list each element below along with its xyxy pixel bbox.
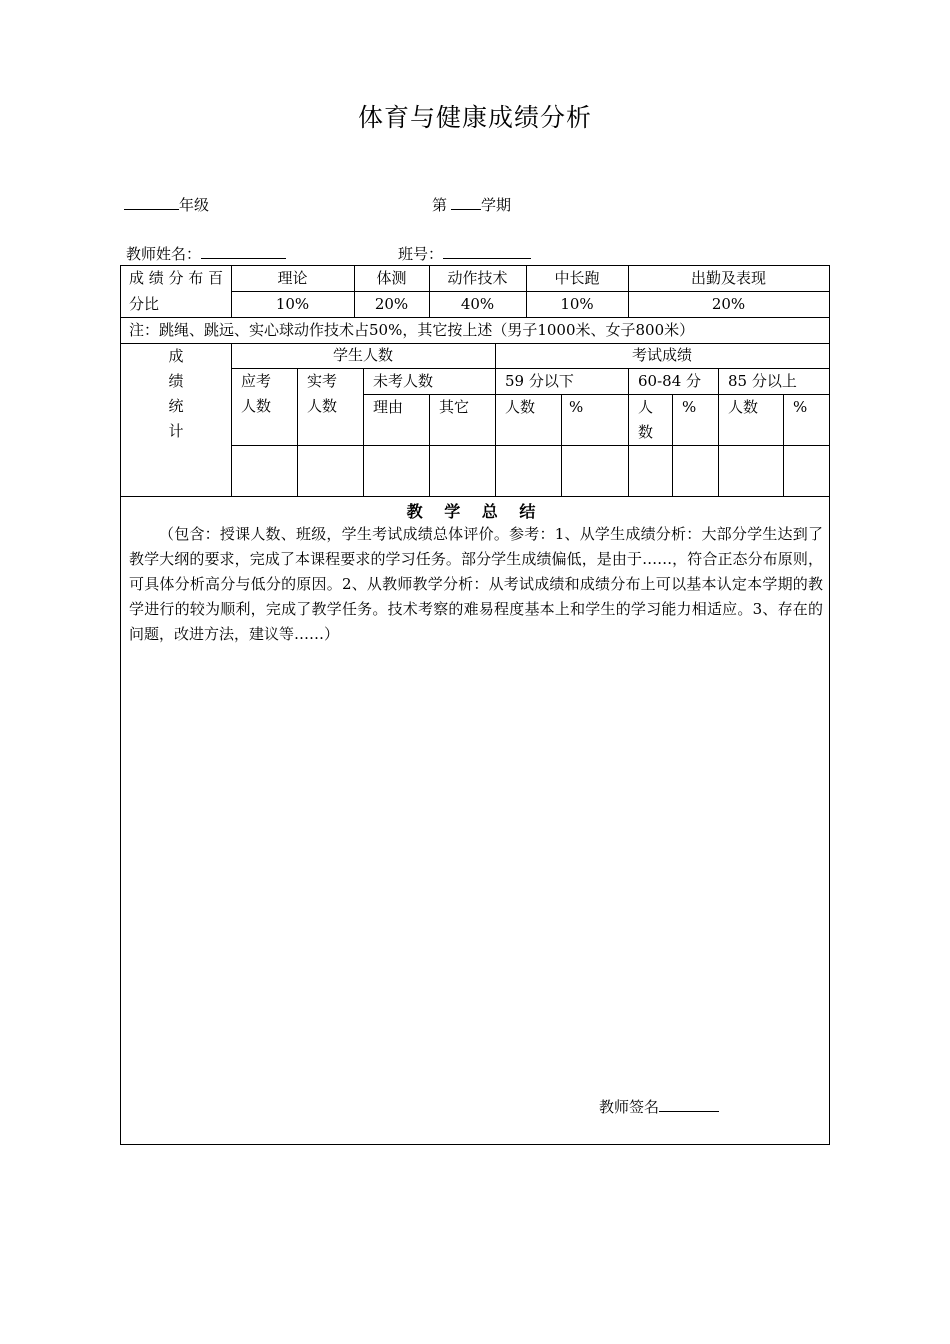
stats-side-label: 成 [168, 347, 184, 365]
rule [363, 394, 829, 395]
fitness-test-header: 体测 [376, 269, 407, 287]
semester-prefix: 第 [432, 196, 448, 214]
grade-line [124, 194, 209, 215]
rule [783, 394, 784, 496]
should-take-label: 应考 [241, 372, 272, 390]
teacher-line [126, 243, 286, 264]
other-label: 其它 [439, 398, 470, 416]
percent-label: % [793, 398, 808, 416]
actually-took-label: 人数 [307, 397, 338, 415]
grade-label: 年级 [179, 196, 210, 214]
count-label: 数 [638, 423, 654, 441]
weighting-note: 注：跳绳、跳远、实心球动作技术占50%，其它按上述（男子1000米、女子800米） [129, 321, 695, 339]
semester-line [432, 194, 511, 215]
exam-results-header: 考试成绩 [631, 346, 692, 364]
not-taken-label: 未考人数 [373, 372, 434, 390]
analysis-form [120, 265, 830, 1145]
distance-run-header: 中长跑 [554, 269, 600, 287]
should-take-label: 人数 [241, 397, 272, 415]
distance-run-value: 10% [560, 295, 594, 313]
rule [561, 394, 562, 496]
below-59-label: 59 分以下 [505, 372, 574, 390]
grade-blank[interactable] [124, 195, 179, 210]
attendance-header: 出勤及表现 [690, 269, 766, 287]
class-line [398, 243, 531, 264]
stats-side-label: 统 [168, 397, 184, 415]
actually-took-label: 实考 [307, 372, 338, 390]
rule [231, 445, 829, 446]
distribution-label: 分比 [129, 295, 160, 313]
stats-side-label: 计 [168, 422, 184, 440]
range-60-84-label: 60-84 分 [638, 372, 702, 390]
page-title: 体育与健康成绩分析 [357, 103, 592, 132]
rule [429, 394, 430, 496]
rule [121, 496, 829, 497]
theory-value: 10% [275, 295, 310, 313]
fitness-test-value: 20% [374, 295, 409, 313]
class-number-label: 班号： [398, 245, 444, 263]
rule [363, 368, 364, 496]
count-label: 人数 [728, 398, 759, 416]
distribution-label: 成 绩 分 布 百 [129, 269, 224, 287]
count-label: 人数 [505, 398, 536, 416]
semester-blank[interactable] [451, 195, 481, 210]
students-header: 学生人数 [332, 346, 393, 364]
stats-side-label: 绩 [168, 372, 184, 390]
teacher-name-label: 教师姓名： [126, 245, 202, 263]
technique-header: 动作技术 [447, 269, 508, 287]
rule [628, 368, 629, 496]
above-85-label: 85 分以上 [728, 372, 797, 390]
percent-label: % [682, 398, 697, 416]
signature-label: 教师签名 [599, 1098, 660, 1116]
percent-label: % [569, 398, 584, 416]
rule [718, 368, 719, 496]
summary-title: 教 学 总 结 [406, 502, 544, 521]
teacher-signature [599, 1096, 719, 1117]
summary-body: （包含：授课人数、班级，学生考试成绩总体评价。参考：1、从学生成绩分析：大部分学生达到了教学大纲的要求，完成了本课程要求的学习任务。部分学生成绩偏低，是由于……，符合正态分布原则，可具体分析高分与低分的原因。2、从教师教学分析：从考试成绩和成绩分布上可以基本认定本学期的教学进行的较为顺利，完成了教学任务。技术考察的难易程度基本上和学生的学习能力相适应。3、存在的问题，改进方法，建议等……） [129, 525, 823, 643]
count-label: 人 [638, 398, 654, 416]
semester-suffix: 学期 [481, 196, 512, 214]
signature-blank[interactable] [659, 1097, 719, 1112]
rule [297, 368, 298, 496]
rule [672, 394, 673, 496]
theory-header: 理论 [277, 269, 308, 287]
class-number-blank[interactable] [443, 244, 531, 259]
teacher-name-blank[interactable] [201, 244, 286, 259]
attendance-value: 20% [711, 295, 746, 313]
technique-value: 40% [460, 295, 495, 313]
reason-label: 理由 [373, 398, 404, 416]
